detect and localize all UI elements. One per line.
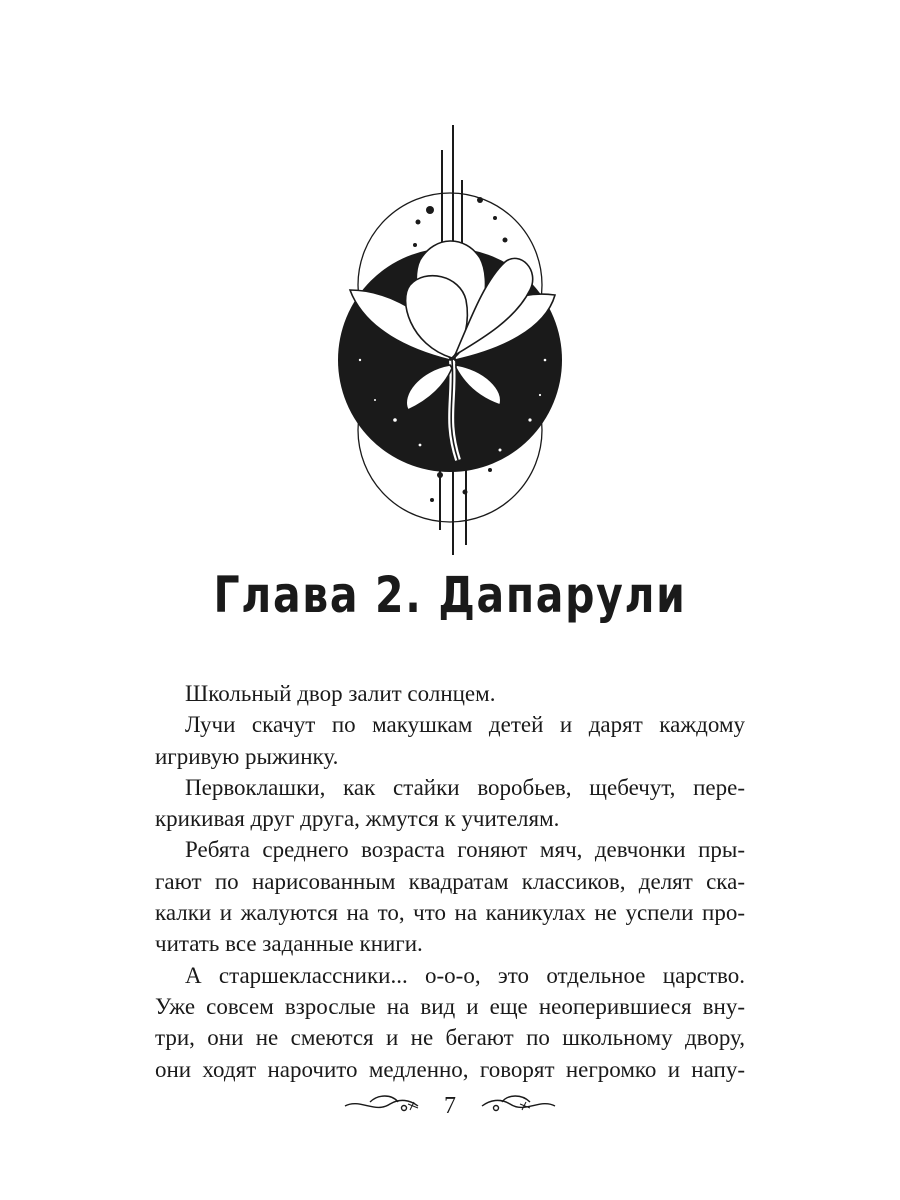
text-line: крикивая друг друга, жмутся к учителям. [155, 806, 560, 832]
paragraph-5 [155, 960, 745, 1085]
chapter-body [155, 678, 745, 1085]
text-line: игривую рыжинку. [155, 743, 339, 769]
chapter-title: Глава 2. Дапарули [213, 566, 687, 624]
text-line: Лучи скачут по макушкам детей и дарят каждому [185, 712, 745, 738]
right-flourish-icon [482, 1096, 555, 1111]
text-line: они ходят нарочито медленно, говорят негромко и напу- [155, 1056, 745, 1082]
text-line: читать все заданные книги. [155, 931, 423, 957]
text-line: Уже совсем взрослые на вид и еще неоперившиеся вну- [155, 993, 745, 1019]
paragraph-2 [155, 709, 745, 772]
paragraph-4 [155, 834, 745, 959]
page-number: 7 [444, 1093, 456, 1119]
text-line: калки и жалуются на то, что на каникулах не успели про- [155, 900, 745, 926]
text-line: Первоклашки, как стайки воробьев, щебечут, пере- [185, 774, 745, 800]
left-flourish-icon [345, 1096, 418, 1111]
text-line: Школьный двор залит солнцем. [185, 681, 496, 706]
paragraph-1 [155, 678, 745, 709]
text-line: А старшеклассники... о-о-о, это отдельное царство. [185, 962, 745, 988]
flower-moon-illustration [0, 0, 900, 560]
paragraph-3 [155, 772, 745, 835]
text-line: Ребята среднего возраста гоняют мяч, девчонки пры- [185, 837, 745, 863]
text-line: гают по нарисованным квадратам классиков, делят ска- [155, 868, 745, 894]
text-line: три, они не смеются и не бегают по школьному двору, [155, 1025, 745, 1051]
